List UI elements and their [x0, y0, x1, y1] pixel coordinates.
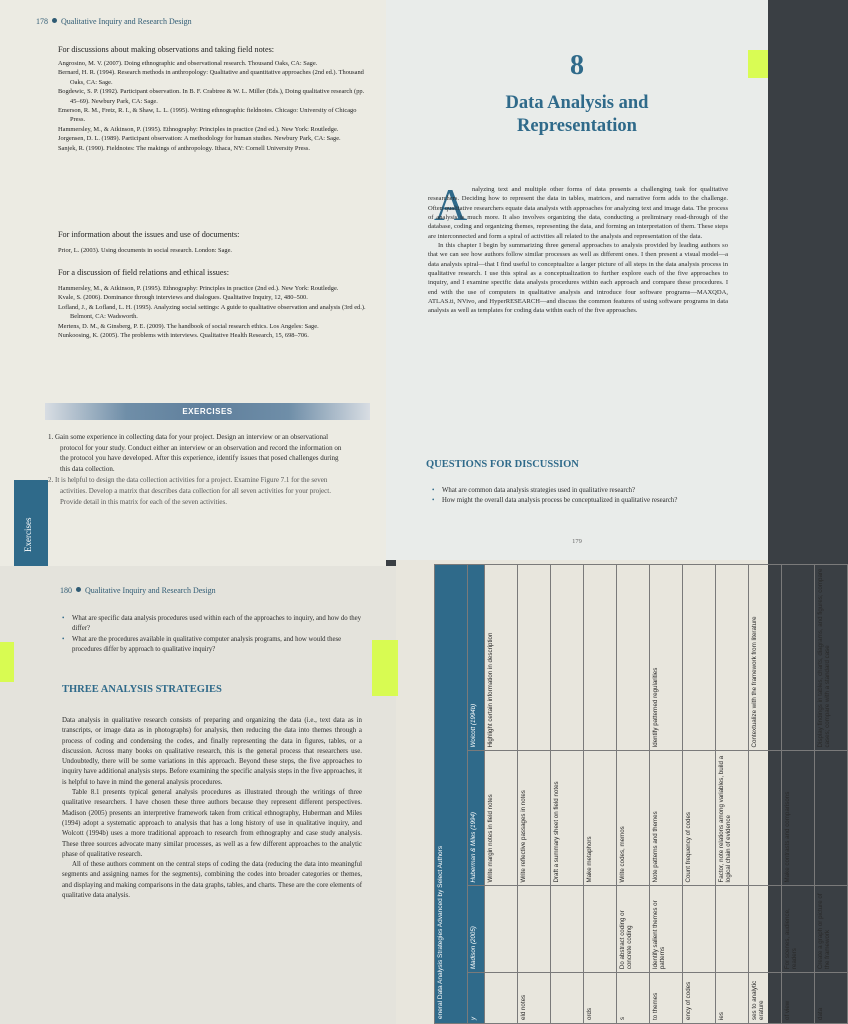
running-head-title: Qualitative Inquiry and Research Design — [85, 586, 216, 595]
reference-entry: Emerson, R. M., Fretz, R. I., & Shaw, L. L. (1995). Writing ethnographic fieldnotes. Chicago: University of Chicago Press. — [58, 107, 357, 124]
reference-entry: Kvale, S. (2006). Dominance through interviews and dialogues. Qualitative Inquiry, 12, 480–500. — [58, 294, 308, 302]
table-cell — [782, 565, 815, 751]
running-head — [36, 17, 192, 26]
table-cell: Do abstract coding or concrete coding — [617, 886, 650, 973]
table-header: Madison (2005) — [468, 886, 485, 973]
running-head-title: Qualitative Inquiry and Research Design — [61, 17, 192, 26]
paragraph: nalyzing text and multiple other forms of data presents a challenging task for qualitative researchers. Deciding how to represent the data in tables, matrices, and narrative form adds to the challenge. Often qualitative researchers equate data analysis with approaches for analyzing text and image data. The process of analysis is much more. It also involves organizing the data, conducting a preliminary read-through of the database, coding and organizing themes, representing the data, and forming an interpretation of them. These steps are interconnected and form a spiral of activities all related to the analysis and representation of the data. — [428, 186, 728, 240]
page-179 — [386, 0, 768, 560]
table-cell — [518, 565, 551, 751]
table-row — [815, 565, 848, 1024]
table-caption: eneral Data Analysis Strategies Advanced by Select Authors — [435, 565, 468, 1024]
section-heading: THREE ANALYSIS STRATEGIES — [62, 684, 222, 695]
chapter-intro-text — [428, 185, 728, 316]
table-cell: data — [815, 973, 848, 1024]
table-cell — [485, 973, 518, 1024]
exercise-item: 1. Gain some experience in collecting data for your project. Design an interview or an observational protocol for your study. Conduct either an interview or an observation and record the information on the protocol you have developed. After this experience, identify issues that posed challenges during this data collection. — [48, 433, 342, 473]
table-cell: Identify patterned regularities — [650, 565, 683, 751]
questions-heading: QUESTIONS FOR DISCUSSION — [426, 459, 579, 470]
page-number: 179 — [572, 538, 582, 545]
observation-intro: For discussions about making observations and taking field notes: — [58, 45, 275, 54]
table-cell: Write reflective passages in notes — [518, 751, 551, 886]
table-row — [584, 565, 617, 1024]
table-cell: Display findings in tables, charts, diagrams, and figures; compare cases; compare with a standard case — [815, 565, 848, 751]
table-header: Huberman & Miles (1994) — [468, 751, 485, 886]
question-item: • How might the overall data analysis process be conceptualized in qualitative research? — [432, 496, 722, 506]
questions-list — [62, 614, 362, 656]
table-row — [749, 565, 782, 1024]
table-cell — [485, 886, 518, 973]
table-cell — [749, 886, 782, 973]
table-cell: Make contrasts and comparisons — [782, 751, 815, 886]
table-cell: ses to analytic erature — [749, 973, 782, 1024]
table-cell: Make metaphors — [584, 751, 617, 886]
page-180 — [0, 566, 396, 1024]
documents-reference-list — [58, 246, 370, 255]
table-cell: Create a graph or picture of the framework — [815, 886, 848, 973]
chapter-title-line: Data Analysis and — [505, 93, 649, 113]
table-cell: Write margin notes in field notes — [485, 751, 518, 886]
table-cell — [584, 565, 617, 751]
table-page — [396, 560, 831, 1024]
table-row — [518, 565, 551, 1024]
reference-entry: Nunkoosing, K. (2005). The problems with interviews. Qualitative Health Research, 15, 698–706. — [58, 332, 309, 340]
table-row — [782, 565, 815, 1024]
page-178 — [0, 0, 386, 566]
table-cell — [584, 886, 617, 973]
table-cell — [551, 565, 584, 751]
questions-list — [432, 486, 722, 506]
table-cell: Draft a summary sheet on field notes — [551, 751, 584, 886]
exercises-title: EXERCISES — [182, 407, 233, 416]
table-cell: s — [617, 973, 650, 1024]
reference-entry: Prior, L. (2003). Using documents in social research. London: Sage. — [58, 247, 233, 254]
table-cell — [815, 751, 848, 886]
table-cell — [518, 886, 551, 973]
table-cell: Count frequency of codes — [683, 751, 716, 886]
table-cell — [683, 886, 716, 973]
side-tab-label: Exercises — [23, 517, 33, 552]
drop-cap: A — [434, 179, 468, 230]
reference-entry: Angrosino, M. V. (2007). Doing ethnographic and observational research. Thousand Oaks, CA: Sage. — [58, 60, 318, 67]
page-number: 178 — [36, 17, 48, 26]
table-row — [485, 565, 518, 1024]
table-cell — [716, 565, 749, 751]
paragraph: Table 8.1 presents typical general analysis procedures as illustrated through the writings of three qualitative researchers. I have chosen these three authors because they represent different perspectives. Madison (2005) presents an interpretive framework taken from critical ethnography, Huberman and Miles (1994) adopt a systematic approach to analysis that has a long history of use in qualitative inquiry, and Wolcott (1994b) uses a more traditional approach to research from ethnography and case study analysis. These three sources advocate many similar processes, as well as a few different approaches to the analytic phase of qualitative research. — [62, 789, 362, 858]
section-body — [62, 716, 362, 901]
analysis-strategies-table — [434, 564, 831, 1024]
table-cell — [683, 565, 716, 751]
exercises-side-tab — [14, 480, 48, 566]
table-row — [551, 565, 584, 1024]
table-cell — [551, 886, 584, 973]
table-row — [683, 565, 716, 1024]
reference-entry: Bogdewic, S. P. (1992). Participant observation. In B. F. Crabtree & W. L. Miller (Eds.), Doing qualitative research (pp. 45–69). Newbury Park, CA: Sage. — [58, 88, 365, 105]
question-item: • What are common data analysis strategies used in qualitative research? — [432, 486, 722, 496]
bullet-icon — [52, 18, 57, 23]
exercise-item: 2. It is helpful to design the data collection activities for a project. Examine Figure 7.1 for the seven activities. Develop a matrix that describes data collection for all seven activities for your project. Provide detail in this matrix for each of the seven activities. — [48, 476, 331, 506]
table-cell: ency of codes — [683, 973, 716, 1024]
table-cell: ies — [716, 973, 749, 1024]
table-cell: Factor, note relations among variables, build a logical chain of evidence — [716, 751, 749, 886]
reference-entry: Jorgensen, D. L. (1989). Participant observation: A methodology for human studies. Newbury Park, CA: Sage. — [58, 135, 341, 143]
reference-entry: Mertens, D. M., & Ginsberg, P. E. (2009). The handbook of social research ethics. Los Angeles: Sage. — [58, 322, 319, 330]
paragraph: Data analysis in qualitative research consists of preparing and organizing the data (i.e., text data as in transcripts, or image data as in photographs) for analysis, then reducing the data into themes through a process of coding and condensing the codes, and finally representing the data in figures, tables, or a discussion. Across many books on qualitative research, this is the general process that researchers use. Undoubtedly, there will be some variations in this approach. Beyond these steps, the five approaches to inquiry have additional analysis steps. Before examining the specific analysis steps in the five approaches, it is helpful to have in mind the general analysis procedures. — [62, 717, 362, 786]
question-item: • What are the procedures available in qualitative computer analysis programs, and how would these procedures differ by approach to qualitative inquiry? — [62, 635, 362, 656]
table-cell: Note patterns and themes — [650, 751, 683, 886]
running-head — [60, 586, 216, 595]
chapter-title-line: Representation — [517, 116, 637, 136]
reference-entry: Hammersley, M., & Atkinson, P. (1995). Ethnography: Principles in practice (2nd ed.). New York: Routledge. — [58, 125, 339, 133]
table-cell: to themes — [650, 973, 683, 1024]
table-header: y — [468, 973, 485, 1024]
table-cell: For scenes, audience, readers — [782, 886, 815, 973]
reference-entry: Sanjek, R. (1990). Fieldnotes: The makings of anthropology. Ithaca, NY: Cornell University Press. — [58, 144, 310, 152]
table-cell — [551, 973, 584, 1024]
table-header: Wolcott (1994b) — [468, 565, 485, 751]
table-cell: of view — [782, 973, 815, 1024]
question-item: • What are specific data analysis procedures used within each of the approaches to inquiry, and how do they differ? — [62, 614, 362, 635]
observation-reference-list — [58, 59, 370, 153]
exercises-banner — [45, 403, 370, 420]
table-cell — [617, 565, 650, 751]
reference-entry: Lofland, J., & Lofland, L. H. (1995). Analyzing social settings: A guide to qualitative observation and analysis (3rd ed.). Belmont, CA: Wadsworth. — [58, 303, 366, 321]
sticky-note-flag — [0, 642, 14, 682]
sticky-note-flag — [372, 640, 398, 696]
bullet-icon — [76, 587, 81, 592]
table-cell: ords — [584, 973, 617, 1024]
table-cell: Write codes, memos — [617, 751, 650, 886]
ethics-intro: For a discussion of field relations and ethical issues: — [58, 268, 229, 277]
table-cell — [716, 886, 749, 973]
table-cell: Contextualize with the framework from literature — [749, 565, 782, 751]
chapter-title — [386, 92, 768, 138]
chapter-number: 8 — [570, 50, 584, 81]
paragraph: All of these authors comment on the central steps of coding the data (reducing the data into meaningful segments and assigning names for the segments), combining the codes into broader categories or themes, and displaying and making comparisons in the data graphs, tables, and charts. These are the core elements of qualitative data analysis. — [62, 861, 362, 900]
exercise-list — [48, 432, 350, 508]
reference-entry: Bernard, H. R. (1994). Research methods in anthropology: Qualitative and quantitative approaches (2nd ed.). Thousand Oaks, CA: Sage. — [58, 69, 364, 86]
ethics-reference-list — [58, 284, 370, 340]
table-row — [650, 565, 683, 1024]
table-row — [617, 565, 650, 1024]
table-cell — [749, 751, 782, 886]
table-cell: Highlight certain information in description — [485, 565, 518, 751]
table-cell: Identify salient themes or patterns — [650, 886, 683, 973]
paragraph: In this chapter I begin by summarizing three general approaches to analysis provided by leading authors so that we can see how authors follow similar processes as well as different ones. I then present a visual model—a data analysis spiral—that I find useful to conceptualize a larger picture of all steps in the data analysis process in qualitative research. I use this spiral as a conceptualization to further explore each of the five approaches to inquiry, and I examine specific data analysis procedures within each approach and compare these procedures. I end with the use of computers in qualitative analysis and introduce four software programs—MAXQDA, ATLAS.ti, NVivo, and HyperRESEARCH—and discuss the common features of using software programs in data analysis as well as templates for coding data within each of the five approaches. — [428, 242, 728, 315]
sticky-note-flag — [748, 50, 768, 78]
reference-entry: Hammersley, M., & Atkinson, P. (1995). Ethnography: Principles in practice (2nd ed.). New York: Routledge. — [58, 285, 339, 292]
table-cell: eld notes — [518, 973, 551, 1024]
table-row — [716, 565, 749, 1024]
documents-intro: For information about the issues and use of documents: — [58, 230, 240, 239]
page-number: 180 — [60, 586, 72, 595]
